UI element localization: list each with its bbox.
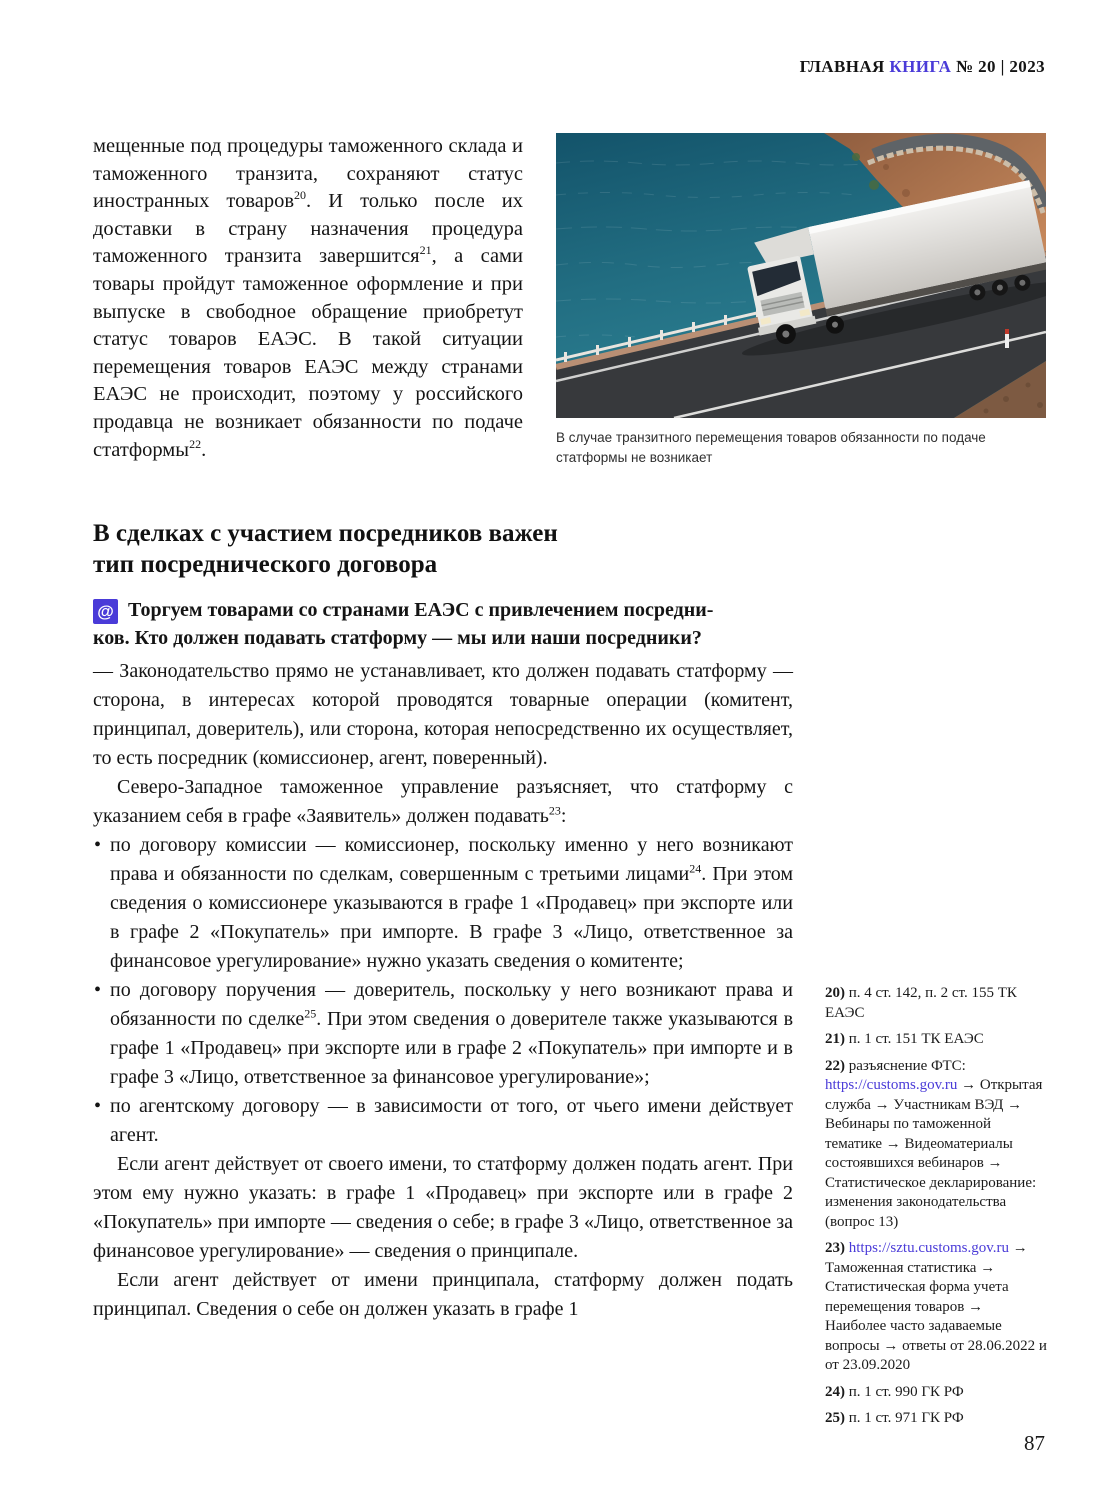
- answer-paragraph: — Законодательство прямо не устанавливает, кто должен подавать статформу — сторона, в интересах которой проводятся товарные операции (комитент, принципал, доверитель), или сторона, которая непосредственно их осуществляет, то есть посредник (комиссионер, агент, поверенный).: [93, 660, 793, 769]
- page-number: 87: [1024, 1431, 1045, 1455]
- footnote-number: 21): [825, 1031, 849, 1047]
- issue-label: № 20 | 2023: [956, 57, 1045, 76]
- footnote-number: 24): [825, 1383, 849, 1400]
- footnote-ref: 21: [419, 243, 432, 258]
- footnote-ref: 25: [304, 1006, 317, 1021]
- photo-figure: [556, 133, 1046, 469]
- answer-paragraph: Если агент действует от своего имени, то статформу должен подать агент. При этом ему нужно указать: в графе 1 «Продавец» при экспорте или в графе 2 «Покупатель» при импорте — сведения о себе; в графе 3 «Лицо, ответственное за финансовое урегулирование» — сведения о принципале.: [93, 1153, 793, 1262]
- article-body: [93, 597, 793, 1324]
- footnote-item: 21) п. 1 ст. 151 ТК ЕАЭС: [825, 1031, 984, 1047]
- footnote-item: 25) п. 1 ст. 971 ГК РФ: [825, 1410, 964, 1426]
- bullet-item: • по агентскому договору — в зависимости от того, от чьего имени действует агент.: [93, 1092, 793, 1150]
- intro-paragraph: мещенные под процедуры таможенного склада и таможенного транзита, сохраняют статус иностранных товаров$^{20}$. И только после их доставки в страну назначения процедура таможенного транзита завершится$^{21}$, а сами товары пройдут таможенное оформление и при выпуске в свободное обращение приобретут статус товаров ЕАЭС. В такой ситуации перемещения товаров ЕАЭС между странами ЕАЭС не происходит, поэтому у российского продавца не возникает обязанности по подаче статформы$^{22}$.: [93, 135, 523, 461]
- footnote-ref: 22: [189, 436, 202, 451]
- footnote-number: 20): [825, 985, 849, 1001]
- bullet-item: • по договору поручения — доверитель, поскольку у него возникают права и обязанности по сделке$^{25}$. При этом сведения о доверителе также указываются в графе 1 «Продавец» при экспорте или в графе 2 «Покупатель» при импорте и в графе 3 «Лицо, ответственное за финансовое урегулирование»;: [93, 976, 793, 1092]
- question-text: Торгуем товарами со странами ЕАЭС с привлечением посредни- ков. Кто должен подавать статформу — мы или наши посредники?: [93, 599, 714, 649]
- footnote-item: 20) п. 4 ст. 142, п. 2 ст. 155 ТК ЕАЭС: [825, 985, 1017, 1021]
- section-heading: [93, 518, 558, 580]
- footnote-item: 24) п. 1 ст. 990 ГК РФ: [825, 1383, 964, 1400]
- footnote-ref: 23: [548, 803, 561, 818]
- brand-name-part2: КНИГА: [889, 57, 952, 76]
- footnote-number: 22): [825, 1057, 849, 1074]
- footnote-number: 25): [825, 1410, 849, 1426]
- answer-paragraph: Северо-Западное таможенное управление разъясняет, что статформу с указанием себя в графе «Заявитель» должен подавать$^{23}$:: [93, 776, 793, 827]
- answer-paragraph: Если агент действует от имени принципала, статформу должен подать принципал. Сведения о себе он должен указать в графе 1: [93, 1269, 793, 1320]
- running-head: [800, 57, 1045, 77]
- intro-section: [93, 133, 1046, 469]
- footnote-ref: 20: [294, 188, 307, 203]
- brand-name-part1: ГЛАВНАЯ: [799, 57, 885, 76]
- section-heading-line1: В сделках с участием посредников важен: [93, 520, 558, 547]
- footnote-item: 22) разъяснение ФТС: https://customs.gov.ru → Открытая служба → Участникам ВЭД → Вебинары по таможенной тематике → Видеоматериалы состоявшихся вебинаров → Статистическое декларирование: изменения законодательства (вопрос 13): [825, 1057, 1043, 1230]
- email-at-icon: @: [93, 599, 118, 624]
- reader-question: [93, 597, 793, 652]
- section-heading-line2: тип посреднического договора: [93, 551, 438, 578]
- bullet-item: • по договору комиссии — комиссионер, поскольку именно у него возникают права и обязанности по сделкам, совершенным с третьими лицами$^{24}$. При этом сведения о комиссионере указываются в графе 1 «Продавец» при экспорте или в графе 2 «Покупатель» при импорте. В графе 3 «Лицо, ответственное за финансовое урегулирование» нужно указать сведения о комитенте;: [93, 831, 793, 976]
- footnote-number: 23): [825, 1240, 849, 1256]
- footnote-item: 23) https://sztu.customs.gov.ru → Таможенная статистика → Статистическая форма учета перемещения товаров → Наиболее часто задаваемые вопросы → ответы от 28.06.2022 и от 23.09.2020: [825, 1240, 1047, 1373]
- footnotes-panel: [825, 984, 1047, 1436]
- footnote-ref: 24: [689, 861, 702, 876]
- footnote-link[interactable]: https://customs.gov.ru: [825, 1077, 958, 1093]
- truck-coastal-road-photo: [556, 133, 1046, 418]
- photo-caption: В случае транзитного перемещения товаров обязанности по подаче статформы не возникает: [556, 430, 986, 466]
- footnote-link[interactable]: https://sztu.customs.gov.ru: [848, 1240, 1010, 1256]
- bullet-list: [93, 831, 793, 1150]
